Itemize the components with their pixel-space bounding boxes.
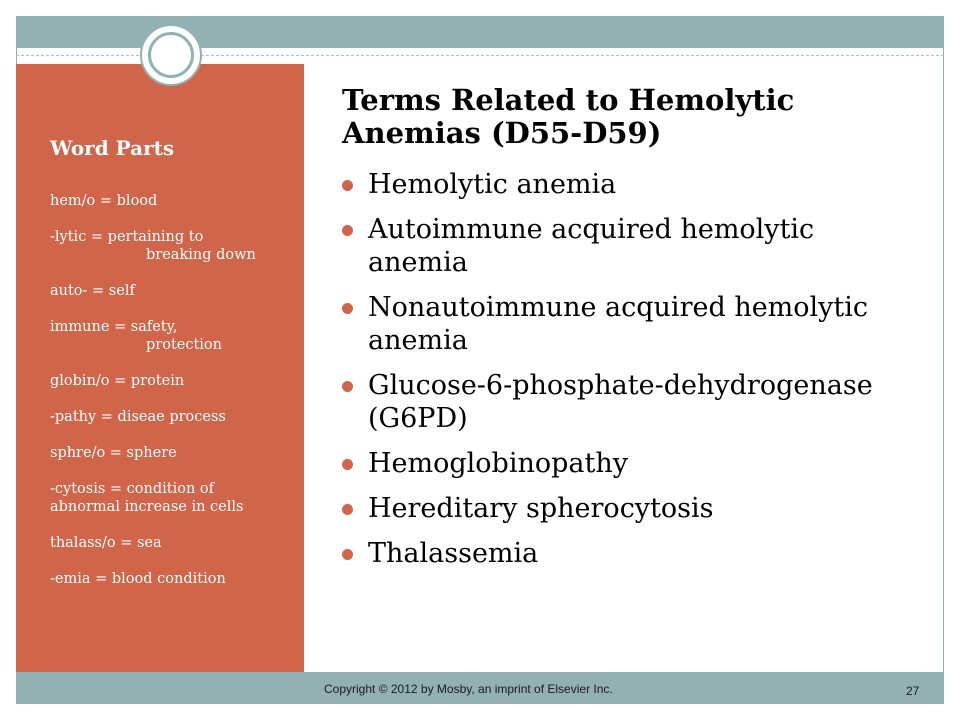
- word-parts-title: Word Parts: [50, 136, 175, 160]
- word-part-item: [50, 228, 304, 264]
- word-part-item: [50, 282, 304, 300]
- bullet-icon: [342, 504, 353, 515]
- word-part-line: immune = safety,: [50, 319, 178, 335]
- word-part-line: -cytosis = condition of: [50, 481, 215, 497]
- term-text: Hereditary spherocytosis: [368, 493, 714, 524]
- term-text: Glucose-6-phosphate-dehydrogenase (G6PD): [368, 370, 873, 434]
- term-item: [342, 537, 922, 570]
- bullet-icon: [342, 180, 353, 191]
- word-part-item: [50, 570, 304, 588]
- word-part-line: sphre/o = sphere: [50, 445, 177, 461]
- word-part-line-continued: protection: [146, 337, 223, 353]
- bullet-icon: [342, 303, 353, 314]
- word-part-line: -pathy = diseae process: [50, 409, 226, 425]
- bullet-icon: [342, 225, 353, 236]
- word-part-item: [50, 534, 304, 552]
- term-text: Thalassemia: [368, 538, 539, 569]
- term-item: [342, 213, 922, 279]
- decorative-circle-inner: [148, 32, 194, 78]
- term-item: [342, 291, 922, 357]
- word-parts-list: [50, 192, 304, 588]
- bullet-icon: [342, 549, 353, 560]
- word-part-line: -emia = blood condition: [50, 571, 226, 587]
- word-part-line: -lytic = pertaining to: [50, 229, 204, 245]
- term-text: Hemoglobinopathy: [368, 448, 628, 479]
- word-part-item: [50, 192, 304, 210]
- bullet-icon: [342, 459, 353, 470]
- page-number: 27: [906, 684, 920, 698]
- terms-list: [342, 168, 922, 582]
- word-part-item: [50, 318, 304, 354]
- bullet-icon: [342, 381, 353, 392]
- word-part-line: hem/o = blood: [50, 193, 158, 209]
- term-item: [342, 168, 922, 201]
- slide-title: Terms Related to Hemolytic Anemias (D55-D59): [342, 83, 795, 150]
- word-part-line: globin/o = protein: [50, 373, 185, 389]
- word-part-item: [50, 444, 304, 462]
- term-item: [342, 492, 922, 525]
- word-part-item: [50, 372, 304, 390]
- word-part-line-continued: abnormal increase in cells: [50, 499, 244, 515]
- term-text: Hemolytic anemia: [368, 169, 617, 200]
- word-part-line: auto- = self: [50, 283, 135, 299]
- word-parts-sidebar: [16, 64, 304, 672]
- decorative-circle-icon: [140, 24, 202, 86]
- term-text: Autoimmune acquired hemolytic anemia: [368, 214, 815, 278]
- term-item: [342, 447, 922, 480]
- word-part-line: thalass/o = sea: [50, 535, 162, 551]
- term-text: Nonautoimmune acquired hemolytic anemia: [368, 292, 869, 356]
- word-part-line-continued: breaking down: [146, 247, 256, 263]
- term-item: [342, 369, 922, 435]
- word-part-item: [50, 408, 304, 426]
- footer-copyright: Copyright © 2012 by Mosby, an imprint of Elsevier Inc.: [324, 682, 613, 696]
- word-part-item: [50, 480, 304, 516]
